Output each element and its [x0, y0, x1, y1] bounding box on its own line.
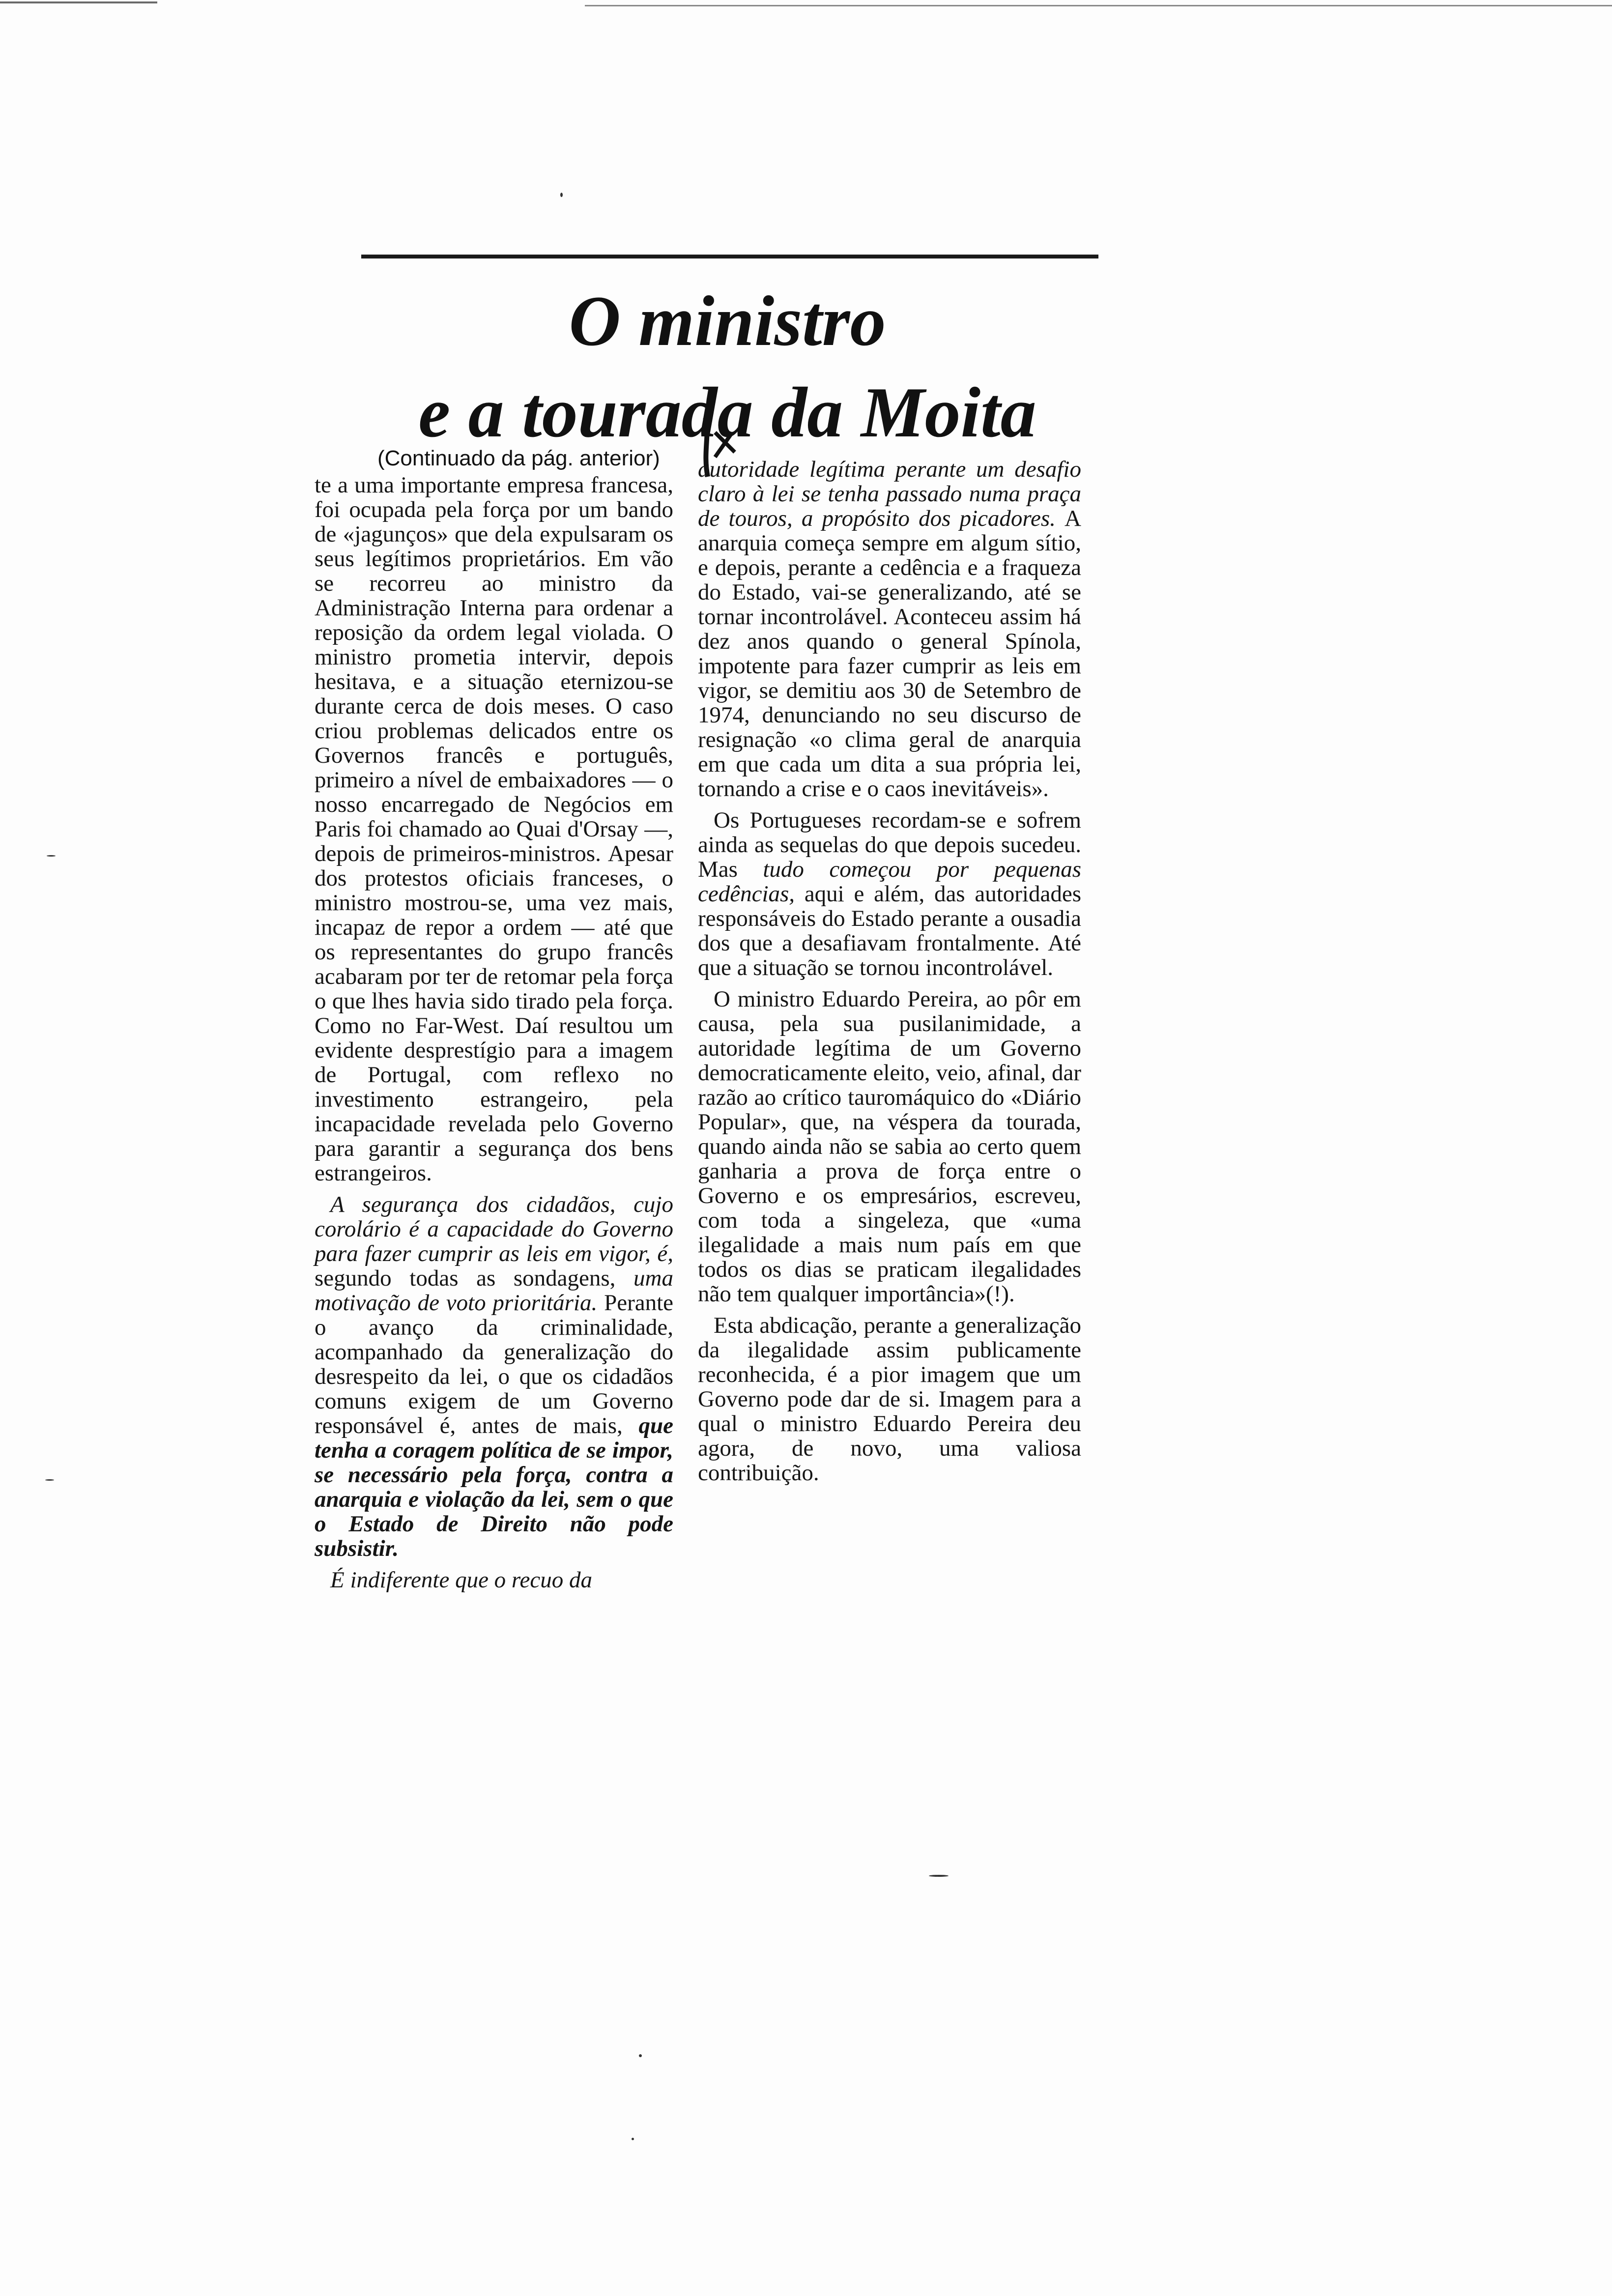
- scan-edge-mark: [0, 1, 157, 3]
- scan-speck: [47, 855, 56, 857]
- scan-speck: [45, 1479, 54, 1481]
- scan-speck: [560, 193, 563, 197]
- scan-speck: [639, 2054, 642, 2057]
- article-paragraph: [698, 987, 1081, 1306]
- article-paragraph: [315, 1192, 673, 1561]
- article-paragraph: [698, 1313, 1081, 1485]
- left-column: [315, 473, 673, 1599]
- paragraph-text: tudo começou por pequenas cedências,: [698, 857, 1081, 907]
- paragraph-text: A segurança dos cidadãos, cujo corolário é a capacidade do Governo para fazer cumprir as leis em vigor, é,: [315, 1192, 673, 1266]
- paragraph-text: te a uma importante empresa francesa, foi ocupada pela força por um bando de «jagunços» que dela expulsaram os seus legítimos proprietários. Em vão se recorreu ao ministro da Administração Interna para ordenar a reposição da ordem legal violada. O ministro prometia intervir, depois hesitava, e a situação eternizou-se durante cerca de dois meses. O caso criou problemas delicados entre os Governos francês e português, primeiro a nível de embaixadores — o nosso encarregado de Negócios em Paris foi chamado ao Quai d'Orsay —, depois de primeiros-ministros. Apesar dos protestos oficiais franceses, o ministro mostrou-se, uma vez mais, incapaz de repor a ordem — até que os representantes do grupo francês acabaram por ter de retomar pela força o que lhes havia sido tirado pela força. Como no Far-West. Daí resultou um evidente desprestígio para a imagem de Portugal, com reflexo no investimento estrangeiro, pela incapacidade revelada pelo Governo para garantir a segurança dos bens estrangeiros.: [315, 472, 673, 1186]
- scan-speck: [632, 2138, 634, 2140]
- paragraph-text: Perante o avanço da criminalidade, acompanhado da generalização do desrespeito da lei, o que os cidadãos comuns exigem de um Governo responsável é, antes de mais,: [315, 1290, 673, 1438]
- paragraph-text: Os Portugueses recordam-se e sofrem ainda as sequelas do que depois sucedeu. Mas: [698, 807, 1081, 882]
- paragraph-text: que tenha a coragem política de se impor, se necessário pela força, contra a anarquia e violação da lei, sem o que o Estado de Direito não pode subsistir.: [315, 1413, 673, 1561]
- article-paragraph: [698, 457, 1081, 801]
- paragraph-text: autoridade legítima perante um desafio claro à lei se tenha passado numa praça de touros, a propósito dos picadores.: [698, 457, 1081, 531]
- paragraph-text: A anarquia começa sempre em algum sítio, e depois, perante a cedência e a fraqueza do Estado, vai-se generalizando, até se tornar incontrolável. Aconteceu assim há dez anos quando o general Spínola, impotente para fazer cumprir as leis em vigor, se demitiu aos 30 de Setembro de 1974, denunciando no seu discurso de resignação «o clima geral de anarquia em que cada um dita a sua própria lei, tornando a crise e o caos inevitáveis».: [698, 506, 1081, 802]
- scan-edge-mark: [585, 5, 1612, 6]
- paragraph-text: O ministro Eduardo Pereira, ao pôr em causa, pela sua pusilanimidade, a autoridade legítima de um Governo democraticamente eleito, veio, afinal, dar razão ao crítico tauromáquico do «Diário Popular», que, na véspera da tourada, quando ainda não se sabia ao certo quem ganharia a prova de força entre o Governo e os empresários, escreveu, com toda a singeleza, que «uma ilegalidade a mais num país em que todos os dias se praticam ilegalidades não tem qualquer importância»(!).: [698, 986, 1081, 1307]
- article-paragraph: [698, 808, 1081, 980]
- article-paragraph: [315, 1568, 673, 1592]
- scan-speck: [929, 1875, 949, 1877]
- paragraph-text: É indiferente que o recuo da: [330, 1567, 592, 1593]
- headline-line-2: e a tourada da Moita: [418, 373, 1036, 452]
- continued-note: (Continuado da pág. anterior): [377, 446, 660, 470]
- paragraph-text: Esta abdicação, perante a generalização da ilegalidade assim publicamente reconhecida, é a pior imagem que um Governo pode dar de si. Imagem para a qual o ministro Eduardo Pereira deu agora, de novo, uma valiosa contribuição.: [698, 1313, 1081, 1486]
- right-column: [698, 457, 1081, 1492]
- article-paragraph: [315, 473, 673, 1185]
- paragraph-text: aqui e além, das autoridades responsáveis do Estado perante a ousadia dos que a desafiavam frontalmente. Até que a situação se tornou incontrolável.: [698, 881, 1081, 980]
- headline-line-1: O ministro: [569, 281, 886, 361]
- headline-rule: [361, 255, 1098, 258]
- paragraph-text: uma motivação de voto prioritária.: [315, 1265, 673, 1316]
- paragraph-text: segundo todas as sondagens,: [315, 1265, 634, 1291]
